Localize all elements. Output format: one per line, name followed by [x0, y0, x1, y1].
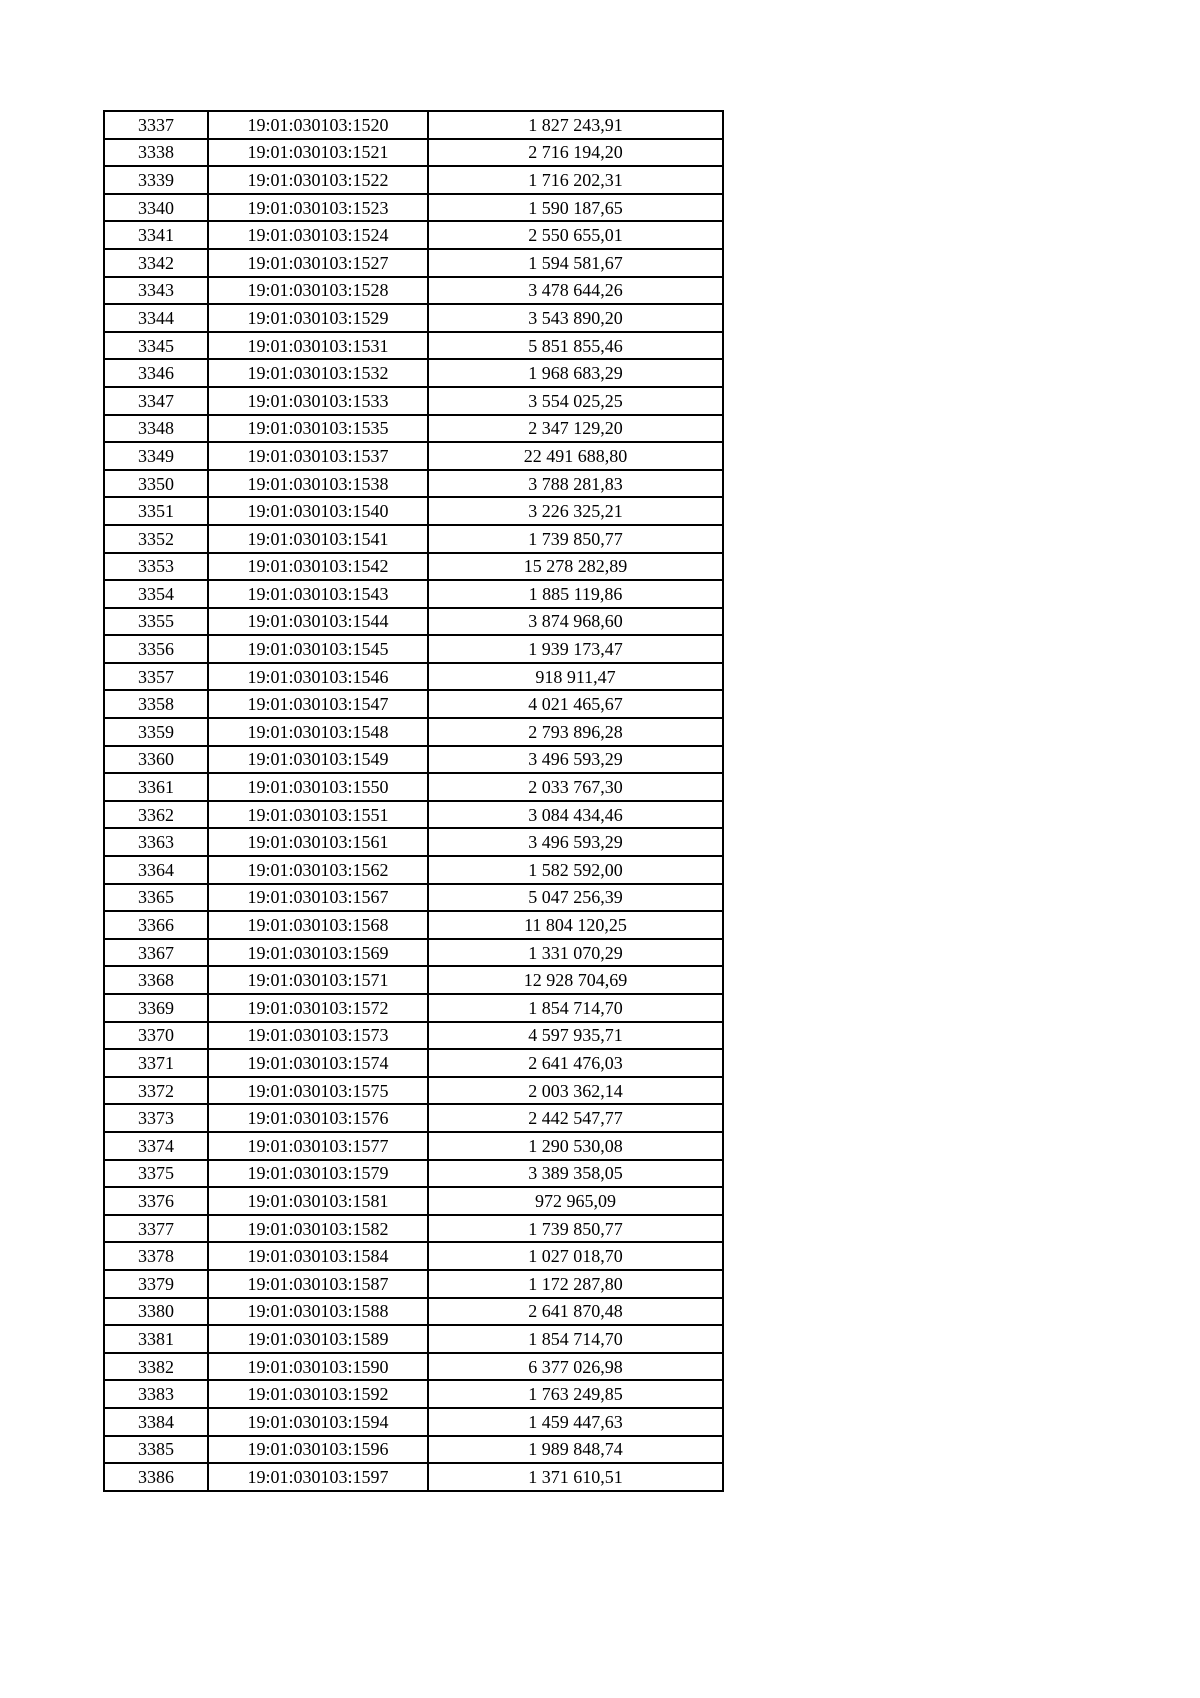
row-number-cell: 3360 [104, 746, 208, 774]
value-cell: 1 027 018,70 [428, 1242, 723, 1270]
table-row [104, 718, 723, 746]
value-cell: 5 851 855,46 [428, 332, 723, 360]
row-number-cell: 3379 [104, 1270, 208, 1298]
value-cell: 1 939 173,47 [428, 635, 723, 663]
table-row [104, 525, 723, 553]
cadastral-number-cell: 19:01:030103:1575 [208, 1077, 428, 1105]
table-row [104, 387, 723, 415]
table-row [104, 635, 723, 663]
cadastral-number-cell: 19:01:030103:1549 [208, 746, 428, 774]
value-cell: 918 911,47 [428, 663, 723, 691]
cadastral-number-cell: 19:01:030103:1529 [208, 304, 428, 332]
cadastral-number-cell: 19:01:030103:1587 [208, 1270, 428, 1298]
row-number-cell: 3386 [104, 1463, 208, 1491]
value-cell: 5 047 256,39 [428, 884, 723, 912]
table-row [104, 1242, 723, 1270]
cadastral-number-cell: 19:01:030103:1545 [208, 635, 428, 663]
table-row [104, 994, 723, 1022]
row-number-cell: 3356 [104, 635, 208, 663]
row-number-cell: 3340 [104, 194, 208, 222]
table-row [104, 1022, 723, 1050]
cadastral-number-cell: 19:01:030103:1544 [208, 608, 428, 636]
row-number-cell: 3361 [104, 773, 208, 801]
table-row [104, 1187, 723, 1215]
table-row [104, 884, 723, 912]
value-cell: 2 793 896,28 [428, 718, 723, 746]
table-row [104, 111, 723, 139]
cadastral-number-cell: 19:01:030103:1537 [208, 442, 428, 470]
cadastral-number-cell: 19:01:030103:1543 [208, 580, 428, 608]
row-number-cell: 3378 [104, 1242, 208, 1270]
row-number-cell: 3371 [104, 1049, 208, 1077]
row-number-cell: 3382 [104, 1353, 208, 1381]
value-cell: 1 989 848,74 [428, 1436, 723, 1464]
value-cell: 1 716 202,31 [428, 166, 723, 194]
table-row [104, 1408, 723, 1436]
row-number-cell: 3366 [104, 911, 208, 939]
cadastral-number-cell: 19:01:030103:1521 [208, 139, 428, 167]
cadastral-number-cell: 19:01:030103:1538 [208, 470, 428, 498]
value-cell: 2 641 476,03 [428, 1049, 723, 1077]
row-number-cell: 3351 [104, 497, 208, 525]
row-number-cell: 3357 [104, 663, 208, 691]
table-row [104, 304, 723, 332]
cadastral-number-cell: 19:01:030103:1581 [208, 1187, 428, 1215]
row-number-cell: 3384 [104, 1408, 208, 1436]
cadastral-number-cell: 19:01:030103:1577 [208, 1132, 428, 1160]
value-cell: 1 331 070,29 [428, 939, 723, 967]
cadastral-number-cell: 19:01:030103:1567 [208, 884, 428, 912]
value-cell: 2 716 194,20 [428, 139, 723, 167]
value-cell: 1 763 249,85 [428, 1380, 723, 1408]
table-row [104, 663, 723, 691]
value-cell: 1 290 530,08 [428, 1132, 723, 1160]
cadastral-number-cell: 19:01:030103:1527 [208, 249, 428, 277]
row-number-cell: 3363 [104, 828, 208, 856]
cadastral-number-cell: 19:01:030103:1532 [208, 359, 428, 387]
value-cell: 972 965,09 [428, 1187, 723, 1215]
row-number-cell: 3353 [104, 553, 208, 581]
row-number-cell: 3364 [104, 856, 208, 884]
value-cell: 15 278 282,89 [428, 553, 723, 581]
cadastral-number-cell: 19:01:030103:1590 [208, 1353, 428, 1381]
row-number-cell: 3349 [104, 442, 208, 470]
cadastral-number-cell: 19:01:030103:1522 [208, 166, 428, 194]
table-row [104, 139, 723, 167]
table-row [104, 221, 723, 249]
value-cell: 2 003 362,14 [428, 1077, 723, 1105]
cadastral-number-cell: 19:01:030103:1561 [208, 828, 428, 856]
cadastral-number-cell: 19:01:030103:1568 [208, 911, 428, 939]
table-row [104, 1160, 723, 1188]
value-cell: 3 084 434,46 [428, 801, 723, 829]
table-row [104, 828, 723, 856]
table-row [104, 470, 723, 498]
cadastral-number-cell: 19:01:030103:1571 [208, 966, 428, 994]
table-body [104, 111, 723, 1491]
cadastral-number-cell: 19:01:030103:1596 [208, 1436, 428, 1464]
row-number-cell: 3350 [104, 470, 208, 498]
cadastral-number-cell: 19:01:030103:1574 [208, 1049, 428, 1077]
table-row [104, 773, 723, 801]
row-number-cell: 3372 [104, 1077, 208, 1105]
row-number-cell: 3346 [104, 359, 208, 387]
table-row [104, 497, 723, 525]
table-row [104, 442, 723, 470]
cadastral-number-cell: 19:01:030103:1523 [208, 194, 428, 222]
table-row [104, 1353, 723, 1381]
cadastral-number-cell: 19:01:030103:1546 [208, 663, 428, 691]
value-cell: 3 788 281,83 [428, 470, 723, 498]
row-number-cell: 3370 [104, 1022, 208, 1050]
cadastral-number-cell: 19:01:030103:1535 [208, 415, 428, 443]
table-row [104, 939, 723, 967]
cadastral-number-cell: 19:01:030103:1582 [208, 1215, 428, 1243]
value-cell: 1 739 850,77 [428, 1215, 723, 1243]
table-row [104, 1463, 723, 1491]
row-number-cell: 3368 [104, 966, 208, 994]
cadastral-number-cell: 19:01:030103:1550 [208, 773, 428, 801]
row-number-cell: 3344 [104, 304, 208, 332]
cadastral-number-cell: 19:01:030103:1547 [208, 690, 428, 718]
value-cell: 12 928 704,69 [428, 966, 723, 994]
table-row [104, 1380, 723, 1408]
table-row [104, 194, 723, 222]
table-row [104, 1077, 723, 1105]
table-row [104, 746, 723, 774]
row-number-cell: 3354 [104, 580, 208, 608]
cadastral-number-cell: 19:01:030103:1542 [208, 553, 428, 581]
cadastral-number-cell: 19:01:030103:1562 [208, 856, 428, 884]
row-number-cell: 3383 [104, 1380, 208, 1408]
table-row [104, 332, 723, 360]
cadastral-number-cell: 19:01:030103:1579 [208, 1160, 428, 1188]
value-cell: 2 641 870,48 [428, 1298, 723, 1326]
table-row [104, 415, 723, 443]
value-cell: 3 554 025,25 [428, 387, 723, 415]
cadastral-number-cell: 19:01:030103:1541 [208, 525, 428, 553]
table-row [104, 1270, 723, 1298]
row-number-cell: 3355 [104, 608, 208, 636]
value-cell: 1 459 447,63 [428, 1408, 723, 1436]
table-row [104, 1436, 723, 1464]
cadastral-number-cell: 19:01:030103:1588 [208, 1298, 428, 1326]
table-row [104, 249, 723, 277]
value-cell: 1 739 850,77 [428, 525, 723, 553]
table-row [104, 801, 723, 829]
row-number-cell: 3365 [104, 884, 208, 912]
value-cell: 1 172 287,80 [428, 1270, 723, 1298]
value-cell: 3 478 644,26 [428, 277, 723, 305]
cadastral-number-cell: 19:01:030103:1533 [208, 387, 428, 415]
cadastral-number-cell: 19:01:030103:1589 [208, 1325, 428, 1353]
table-row [104, 1132, 723, 1160]
row-number-cell: 3369 [104, 994, 208, 1022]
value-cell: 2 550 655,01 [428, 221, 723, 249]
value-cell: 1 590 187,65 [428, 194, 723, 222]
value-cell: 3 496 593,29 [428, 746, 723, 774]
row-number-cell: 3377 [104, 1215, 208, 1243]
row-number-cell: 3373 [104, 1104, 208, 1132]
table-row [104, 1104, 723, 1132]
table-row [104, 1325, 723, 1353]
row-number-cell: 3345 [104, 332, 208, 360]
value-cell: 2 442 547,77 [428, 1104, 723, 1132]
cadastral-number-cell: 19:01:030103:1548 [208, 718, 428, 746]
row-number-cell: 3342 [104, 249, 208, 277]
table-row [104, 690, 723, 718]
value-cell: 2 033 767,30 [428, 773, 723, 801]
value-cell: 3 226 325,21 [428, 497, 723, 525]
row-number-cell: 3380 [104, 1298, 208, 1326]
row-number-cell: 3381 [104, 1325, 208, 1353]
row-number-cell: 3375 [104, 1160, 208, 1188]
value-cell: 4 597 935,71 [428, 1022, 723, 1050]
value-cell: 1 827 243,91 [428, 111, 723, 139]
row-number-cell: 3338 [104, 139, 208, 167]
row-number-cell: 3367 [104, 939, 208, 967]
row-number-cell: 3359 [104, 718, 208, 746]
table-row [104, 1215, 723, 1243]
table-row [104, 359, 723, 387]
row-number-cell: 3362 [104, 801, 208, 829]
table-row [104, 856, 723, 884]
cadastral-number-cell: 19:01:030103:1573 [208, 1022, 428, 1050]
row-number-cell: 3347 [104, 387, 208, 415]
row-number-cell: 3352 [104, 525, 208, 553]
table-row [104, 1049, 723, 1077]
value-cell: 2 347 129,20 [428, 415, 723, 443]
cadastral-number-cell: 19:01:030103:1576 [208, 1104, 428, 1132]
cadastral-number-cell: 19:01:030103:1584 [208, 1242, 428, 1270]
value-cell: 1 371 610,51 [428, 1463, 723, 1491]
table-row [104, 966, 723, 994]
table-row [104, 911, 723, 939]
value-cell: 6 377 026,98 [428, 1353, 723, 1381]
table-row [104, 277, 723, 305]
value-cell: 3 496 593,29 [428, 828, 723, 856]
cadastral-number-cell: 19:01:030103:1551 [208, 801, 428, 829]
table-row [104, 1298, 723, 1326]
value-cell: 1 594 581,67 [428, 249, 723, 277]
value-cell: 4 021 465,67 [428, 690, 723, 718]
cadastral-number-cell: 19:01:030103:1520 [208, 111, 428, 139]
row-number-cell: 3348 [104, 415, 208, 443]
cadastral-number-cell: 19:01:030103:1592 [208, 1380, 428, 1408]
table-row [104, 166, 723, 194]
table-row [104, 580, 723, 608]
row-number-cell: 3358 [104, 690, 208, 718]
cadastral-number-cell: 19:01:030103:1594 [208, 1408, 428, 1436]
cadastral-number-cell: 19:01:030103:1531 [208, 332, 428, 360]
value-cell: 1 582 592,00 [428, 856, 723, 884]
cadastral-number-cell: 19:01:030103:1569 [208, 939, 428, 967]
table-row [104, 608, 723, 636]
row-number-cell: 3341 [104, 221, 208, 249]
row-number-cell: 3337 [104, 111, 208, 139]
value-cell: 1 968 683,29 [428, 359, 723, 387]
cadastral-value-table [103, 110, 724, 1492]
value-cell: 3 389 358,05 [428, 1160, 723, 1188]
value-cell: 1 854 714,70 [428, 994, 723, 1022]
row-number-cell: 3385 [104, 1436, 208, 1464]
value-cell: 1 854 714,70 [428, 1325, 723, 1353]
table-row [104, 553, 723, 581]
row-number-cell: 3343 [104, 277, 208, 305]
row-number-cell: 3374 [104, 1132, 208, 1160]
cadastral-number-cell: 19:01:030103:1540 [208, 497, 428, 525]
cadastral-number-cell: 19:01:030103:1572 [208, 994, 428, 1022]
value-cell: 1 885 119,86 [428, 580, 723, 608]
row-number-cell: 3339 [104, 166, 208, 194]
value-cell: 11 804 120,25 [428, 911, 723, 939]
value-cell: 3 543 890,20 [428, 304, 723, 332]
cadastral-number-cell: 19:01:030103:1597 [208, 1463, 428, 1491]
value-cell: 3 874 968,60 [428, 608, 723, 636]
value-cell: 22 491 688,80 [428, 442, 723, 470]
cadastral-number-cell: 19:01:030103:1524 [208, 221, 428, 249]
cadastral-number-cell: 19:01:030103:1528 [208, 277, 428, 305]
row-number-cell: 3376 [104, 1187, 208, 1215]
